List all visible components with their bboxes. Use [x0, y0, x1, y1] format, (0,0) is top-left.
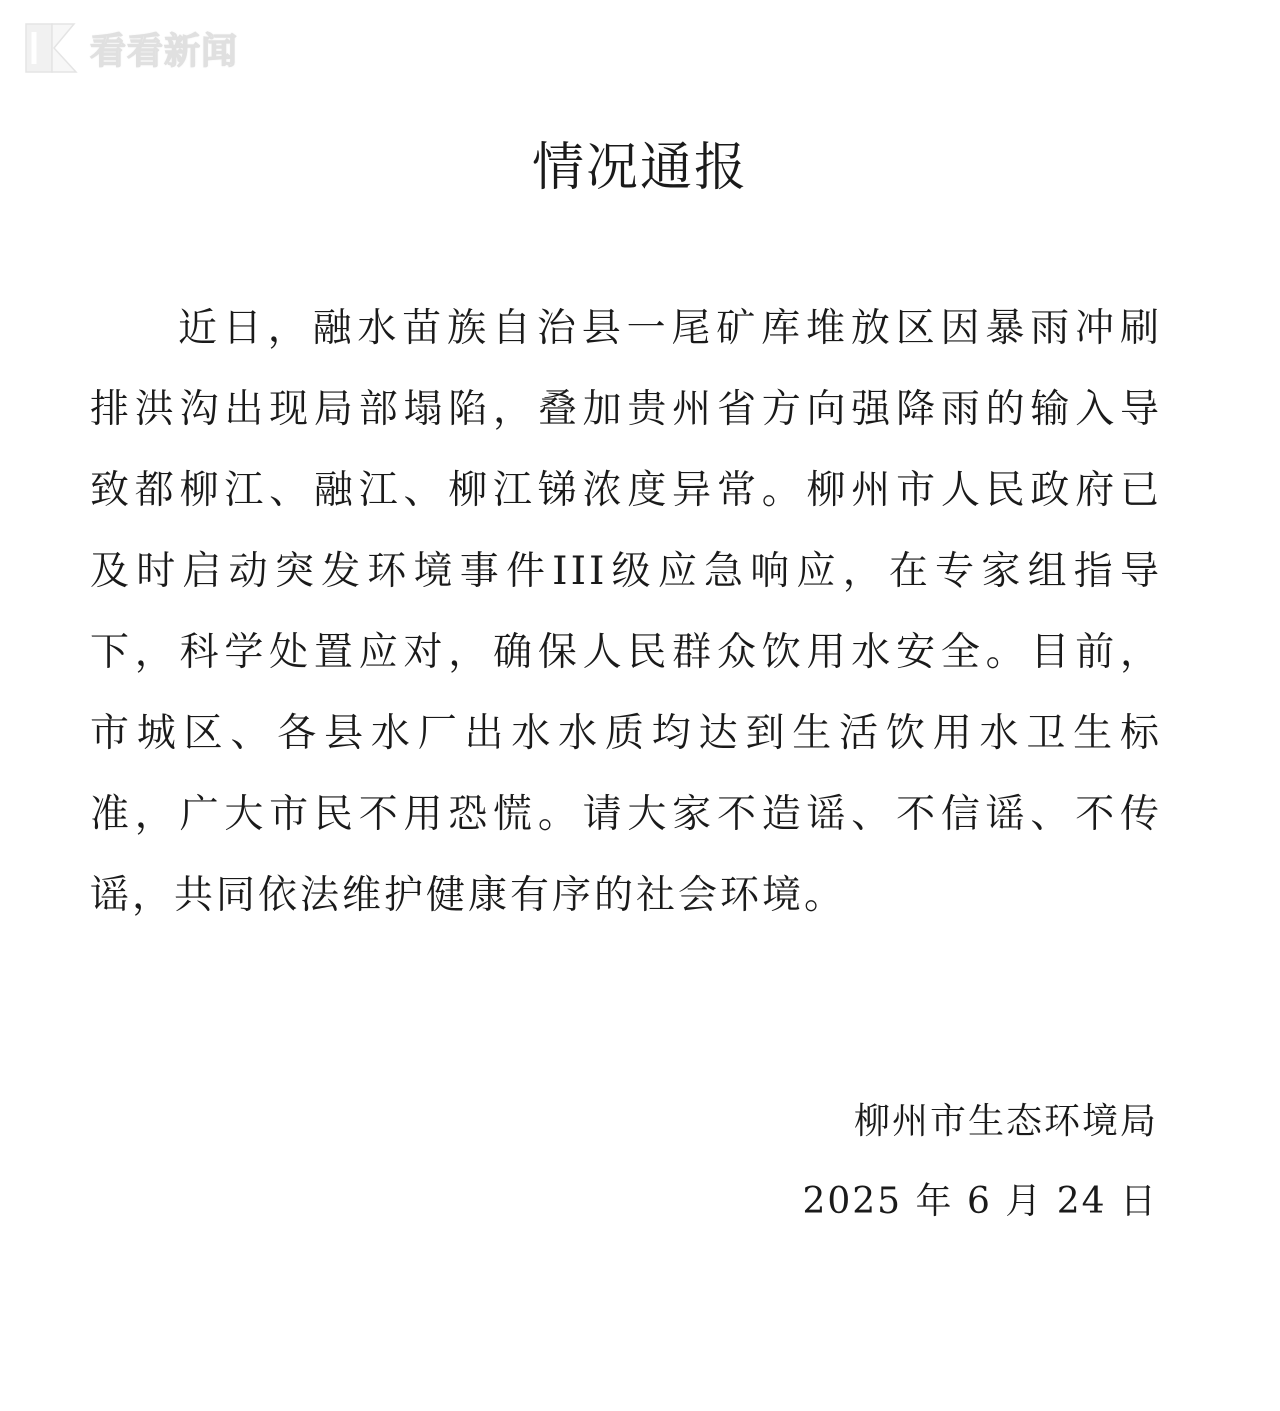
issuer-name: 柳州市生态环境局 [853, 1101, 1158, 1142]
body-line: 准，广大市民不用恐慌。请大家不造谣、不信谣、不传 [90, 792, 1162, 837]
watermark-text: 看看新闻 [90, 30, 239, 72]
body-line: 排洪沟出现局部塌陷，叠加贵州省方向强降雨的输入导 [90, 387, 1162, 432]
signature-block [802, 1082, 1158, 1242]
kankan-logo-icon [22, 18, 80, 78]
body-line: 谣，共同依法维护健康有序的社会环境。 [90, 873, 847, 918]
body-line: 近日，融水苗族自治县一尾矿库堆放区因暴雨冲刷 [178, 306, 1162, 351]
body-line: 及时启动突发环境事件III级应急响应，在专家组指导 [90, 549, 1162, 594]
document-title: 情况通报 [531, 138, 748, 198]
issue-date: 2025 年 6 月 24 日 [802, 1181, 1158, 1222]
body-line: 致都柳江、融江、柳江锑浓度异常。柳州市人民政府已 [90, 468, 1162, 513]
watermark [22, 18, 238, 78]
document-body [90, 288, 1162, 936]
body-line: 市城区、各县水厂出水水质均达到生活饮用水卫生标 [90, 711, 1162, 756]
body-line: 下，科学处置应对，确保人民群众饮用水安全。目前， [90, 630, 1162, 675]
